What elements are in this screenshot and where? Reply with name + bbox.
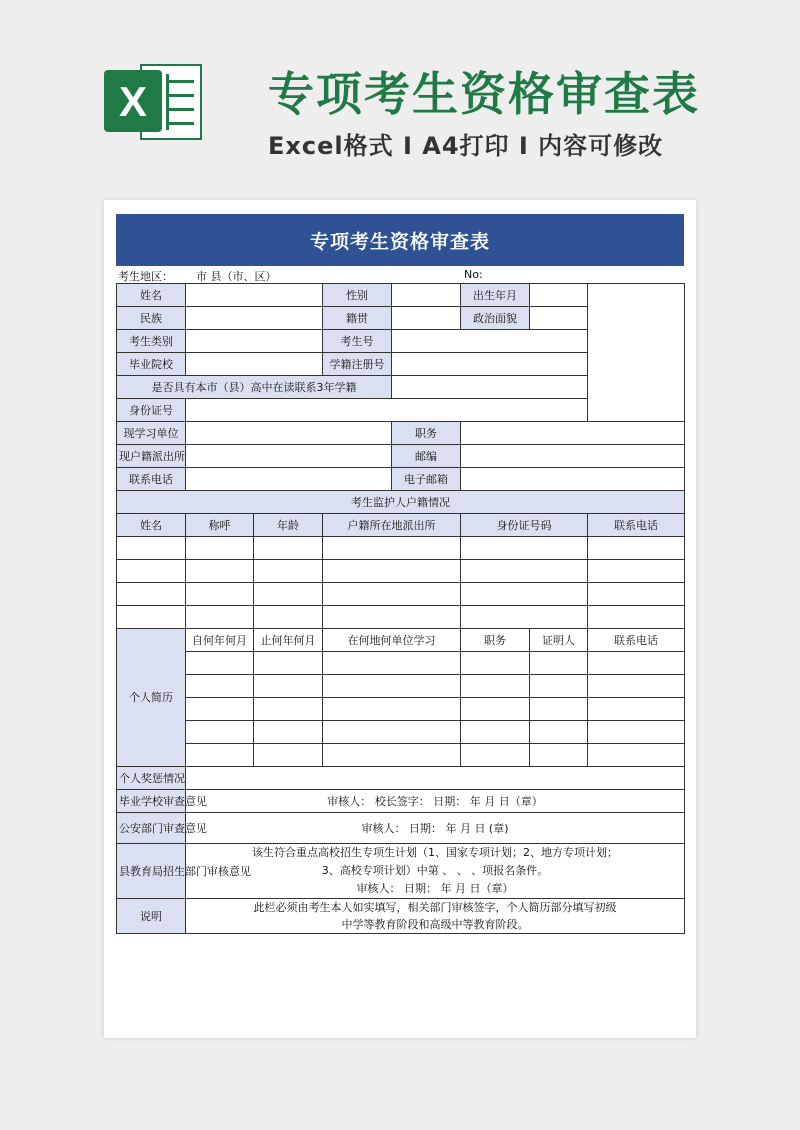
cell[interactable]: [588, 721, 685, 744]
resume-row: [117, 721, 685, 744]
label-note: 说明: [117, 899, 186, 934]
guardian-col-age: 年龄: [254, 514, 323, 537]
cell[interactable]: [323, 698, 461, 721]
label-name: 姓名: [117, 284, 186, 307]
label-exam-no: 考生号: [323, 330, 392, 353]
native-place-field[interactable]: [392, 307, 461, 330]
resume-header-row: [117, 629, 685, 652]
political-field[interactable]: [530, 307, 588, 330]
registration-no-field[interactable]: [392, 353, 588, 376]
table-row: [117, 468, 685, 491]
cell[interactable]: [530, 652, 588, 675]
edu-review-line2: 3、高校专项计划）中第 、 、 、项报名条件。: [321, 864, 549, 877]
cell[interactable]: [323, 675, 461, 698]
label-native-place: 籍贯: [323, 307, 392, 330]
cell[interactable]: [461, 744, 530, 767]
guardian-row: [117, 583, 685, 606]
local-status-field[interactable]: [392, 376, 588, 399]
resume-col-position: 职务: [461, 629, 530, 652]
label-birth: 出生年月: [461, 284, 530, 307]
cell[interactable]: [186, 606, 254, 629]
resume-col-from: 自何年何月: [186, 629, 254, 652]
cell[interactable]: [588, 675, 685, 698]
cell[interactable]: [254, 606, 323, 629]
exam-no-field[interactable]: [392, 330, 588, 353]
banner-subtitle: Excel格式 I A4打印 I 内容可修改: [268, 132, 664, 160]
cell[interactable]: [117, 583, 186, 606]
cell[interactable]: [461, 721, 530, 744]
note-row: [117, 899, 685, 934]
phone-field[interactable]: [186, 468, 392, 491]
label-school-review: 毕业学校审查意见: [117, 790, 186, 813]
guardian-col-police: 户籍所在地派出所: [323, 514, 461, 537]
label-phone: 联系电话: [117, 468, 186, 491]
label-email: 电子邮箱: [392, 468, 461, 491]
cell[interactable]: [186, 744, 254, 767]
cell[interactable]: [461, 560, 588, 583]
resume-col-to: 止何年何月: [254, 629, 323, 652]
graduated-school-field[interactable]: [186, 353, 323, 376]
cell[interactable]: [254, 675, 323, 698]
gender-field[interactable]: [392, 284, 461, 307]
cell[interactable]: [323, 583, 461, 606]
cell[interactable]: [461, 537, 588, 560]
cell[interactable]: [186, 583, 254, 606]
cell[interactable]: [530, 698, 588, 721]
label-postcode: 邮编: [392, 445, 461, 468]
cell[interactable]: [588, 606, 685, 629]
resume-row: [117, 652, 685, 675]
form-title: 专项考生资格审查表: [116, 214, 684, 266]
label-current-unit: 现学习单位: [117, 422, 186, 445]
cell[interactable]: [323, 560, 461, 583]
school-review-row: [117, 790, 685, 813]
school-review-field[interactable]: [186, 790, 685, 813]
cell[interactable]: [461, 675, 530, 698]
table-row: [117, 284, 685, 307]
table-row: [117, 422, 685, 445]
cell[interactable]: [254, 698, 323, 721]
cell[interactable]: [254, 583, 323, 606]
cell[interactable]: [254, 652, 323, 675]
note-line1: 此栏必须由考生本人如实填写，相关部门审核签字，个人简历部分填写初级: [253, 901, 617, 914]
label-resume: 个人简历: [117, 629, 186, 767]
cell[interactable]: [588, 583, 685, 606]
cell[interactable]: [117, 537, 186, 560]
cell[interactable]: [461, 606, 588, 629]
cell[interactable]: [530, 675, 588, 698]
cell[interactable]: [254, 721, 323, 744]
postcode-field[interactable]: [461, 445, 685, 468]
cell[interactable]: [461, 698, 530, 721]
birth-field[interactable]: [530, 284, 588, 307]
exam-type-field[interactable]: [186, 330, 323, 353]
cell[interactable]: [323, 744, 461, 767]
resume-row: [117, 744, 685, 767]
label-exam-type: 考生类别: [117, 330, 186, 353]
resume-row: [117, 698, 685, 721]
cell[interactable]: [186, 721, 254, 744]
cell[interactable]: [186, 698, 254, 721]
cell[interactable]: [323, 652, 461, 675]
edu-review-sign: 审核人： 日期： 年 月 日（章）: [356, 882, 514, 895]
table-row: [117, 491, 685, 514]
guardian-col-id: 身份证号码: [461, 514, 588, 537]
police-review-row: [117, 813, 685, 844]
cell[interactable]: [186, 537, 254, 560]
cell[interactable]: [186, 560, 254, 583]
excel-logo-plate: [104, 70, 162, 132]
edu-review-line1: 该生符合重点高校招生专项生计划（1、国家专项计划；2、地方专项计划；: [252, 846, 618, 859]
cell[interactable]: [254, 537, 323, 560]
cell[interactable]: [254, 744, 323, 767]
position-field[interactable]: [461, 422, 685, 445]
cell[interactable]: [588, 560, 685, 583]
ethnicity-field[interactable]: [186, 307, 323, 330]
label-political: 政治面貌: [461, 307, 530, 330]
resume-col-phone: 联系电话: [588, 629, 685, 652]
logo-letter: X: [118, 78, 147, 125]
label-graduated-school: 毕业院校: [117, 353, 186, 376]
cell[interactable]: [254, 560, 323, 583]
awards-field[interactable]: [186, 767, 685, 790]
label-registration-no: 学籍注册号: [323, 353, 392, 376]
region-value: 市 县（市、区）: [196, 270, 277, 283]
resume-col-unit: 在何地何单位学习: [323, 629, 461, 652]
cell[interactable]: [588, 698, 685, 721]
awards-row: [117, 767, 685, 790]
email-field[interactable]: [461, 468, 685, 491]
cell[interactable]: [461, 583, 588, 606]
cell[interactable]: [323, 537, 461, 560]
guardian-col-name: 姓名: [117, 514, 186, 537]
label-gender: 性别: [323, 284, 392, 307]
region-label: 考生地区：: [118, 270, 173, 283]
cell[interactable]: [186, 652, 254, 675]
police-station-field[interactable]: [186, 445, 392, 468]
cell[interactable]: [588, 652, 685, 675]
police-review-sign: 审核人： 日期： 年 月 日 (章): [361, 822, 509, 835]
guardian-row: [117, 606, 685, 629]
label-awards: 个人奖惩情况: [117, 767, 186, 790]
guardian-header-row: [117, 514, 685, 537]
number-label: No:: [464, 268, 483, 281]
resume-row: [117, 675, 685, 698]
banner-title: 专项考生资格审查表: [268, 67, 700, 121]
label-local-status: 是否具有本市（县）高中在读联系3年学籍: [117, 376, 392, 399]
label-police-review: 公安部门审查意见: [117, 813, 186, 844]
note-line2: 中学等教育阶段和高级中等教育阶段。: [341, 918, 529, 931]
cell[interactable]: [530, 744, 588, 767]
resume-col-witness: 证明人: [530, 629, 588, 652]
cell[interactable]: [323, 721, 461, 744]
cell[interactable]: [186, 675, 254, 698]
cell[interactable]: [588, 744, 685, 767]
name-field[interactable]: [186, 284, 323, 307]
edu-review-row: [117, 844, 685, 899]
label-ethnicity: 民族: [117, 307, 186, 330]
guardian-col-phone: 联系电话: [588, 514, 685, 537]
guardian-row: [117, 560, 685, 583]
guardian-row: [117, 537, 685, 560]
edu-review-field[interactable]: [186, 844, 685, 899]
review-form-table: [116, 283, 685, 934]
cell[interactable]: [117, 606, 186, 629]
current-unit-field[interactable]: [186, 422, 392, 445]
photo-box[interactable]: [588, 284, 685, 422]
cell[interactable]: [117, 560, 186, 583]
label-edu-review: 县教育局招生部门审核意见: [117, 844, 186, 899]
guardian-col-title: 称呼: [186, 514, 254, 537]
guardian-section-title: 考生监护人户籍情况: [117, 491, 685, 514]
label-police-station: 现户籍派出所: [117, 445, 186, 468]
school-review-sign: 审核人： 校长签字： 日期： 年 月 日（章）: [327, 794, 543, 808]
id-no-field[interactable]: [186, 399, 588, 422]
label-id-no: 身份证号: [117, 399, 186, 422]
excel-logo-icon: [104, 58, 202, 144]
cell[interactable]: [588, 537, 685, 560]
cell[interactable]: [530, 721, 588, 744]
label-position: 职务: [392, 422, 461, 445]
police-review-field[interactable]: [186, 813, 685, 844]
cell[interactable]: [323, 606, 461, 629]
cell[interactable]: [461, 652, 530, 675]
note-field: [186, 899, 685, 934]
table-row: [117, 445, 685, 468]
